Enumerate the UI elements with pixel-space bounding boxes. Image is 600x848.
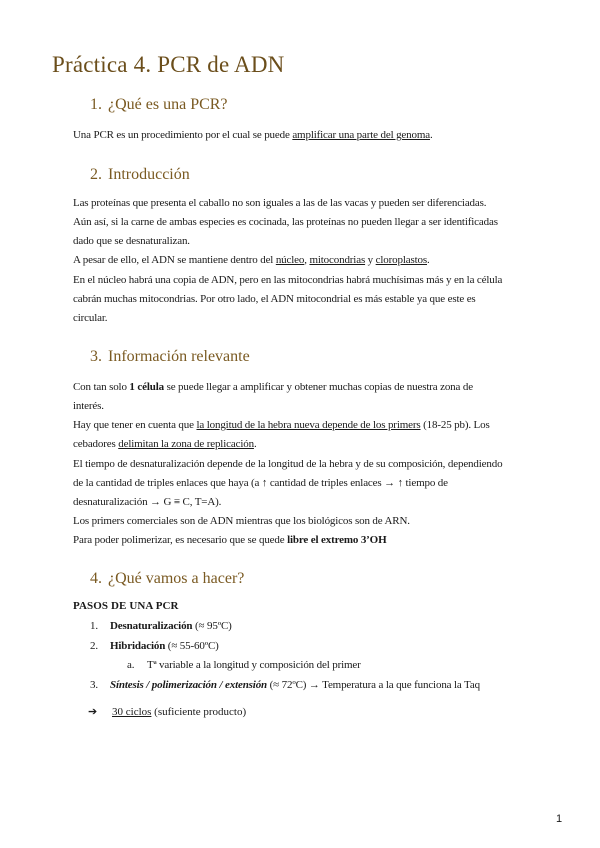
section-4-number: 4. bbox=[90, 570, 102, 587]
section-1-heading bbox=[90, 96, 228, 114]
bold-text: Desnaturalización bbox=[110, 620, 193, 632]
section-2-line-1: Las proteínas que presenta el caballo no son iguales a las de las vacas y pueden ser diferenciadas. bbox=[73, 197, 487, 209]
cycles-note bbox=[88, 705, 246, 718]
page-number: 1 bbox=[556, 813, 563, 825]
section-2-line-2: Aún así, si la carne de ambas especies es cocinada, las proteínas no pueden llegar a ser identificadas bbox=[73, 216, 498, 228]
text: y bbox=[365, 254, 376, 266]
text: (≈ 72ºC) → Temperatura a la que funciona la Taq bbox=[267, 679, 480, 691]
underlined-text: 30 ciclos bbox=[112, 706, 152, 718]
section-4-title: ¿Qué vamos a hacer? bbox=[108, 570, 245, 587]
bold-text: Hibridación bbox=[110, 640, 166, 652]
list-number: 2. bbox=[90, 640, 98, 652]
text: . bbox=[253, 438, 257, 450]
text: Hay que tener en cuenta que bbox=[73, 419, 197, 431]
text: (suficiente producto) bbox=[151, 706, 247, 718]
section-1-paragraph bbox=[73, 126, 543, 145]
section-3-line-1 bbox=[73, 378, 543, 397]
underlined-text: cloroplastos bbox=[375, 254, 427, 266]
text: . bbox=[427, 254, 430, 266]
text: Con tan solo bbox=[73, 381, 130, 393]
bold-text: libre el extremo 3’OH bbox=[287, 534, 387, 546]
steps-title: PASOS DE UNA PCR bbox=[73, 600, 179, 612]
page-title: Práctica 4. PCR de ADN bbox=[52, 52, 285, 77]
bold-italic-text: Síntesis / polimerización / extensión bbox=[110, 679, 268, 691]
section-4-heading bbox=[90, 570, 244, 588]
arrow-icon: ➔ bbox=[88, 706, 98, 718]
text: cebadores bbox=[73, 438, 119, 450]
step-2a bbox=[127, 656, 361, 675]
section-2-title: Introducción bbox=[108, 166, 190, 183]
section-3-heading bbox=[90, 348, 250, 366]
text: A pesar de ello, el ADN se mantiene dentro del bbox=[73, 254, 276, 266]
section-2-line-6: cabrán muchas mitocondrias. Por otro lado, el ADN mitocondrial es más estable ya que este es bbox=[73, 293, 476, 305]
section-3-line-3 bbox=[73, 416, 543, 435]
list-number: 3. bbox=[90, 679, 98, 691]
section-1-number: 1. bbox=[90, 96, 102, 113]
section-2-line-3: dado que se desnaturalizan. bbox=[73, 235, 190, 247]
section-3-title: Información relevante bbox=[108, 348, 250, 365]
step-1 bbox=[90, 617, 232, 636]
section-3-line-4 bbox=[73, 435, 543, 454]
section-2-line-7: circular. bbox=[73, 312, 108, 324]
section-3-line-9 bbox=[73, 531, 543, 550]
underlined-text: mitocondrias bbox=[309, 254, 366, 266]
section-3-line-7: desnaturalización → G ≡ C, T=A). bbox=[73, 496, 222, 508]
section-3-line-8: Los primers comerciales son de ADN mientras que los biológicos son de ARN. bbox=[73, 515, 410, 527]
text: se puede llegar a amplificar y obtener muchas copias de nuestra zona de bbox=[163, 381, 473, 393]
section-1-title: ¿Qué es una PCR? bbox=[108, 96, 228, 113]
list-number: 1. bbox=[90, 620, 98, 632]
step-3 bbox=[90, 676, 480, 695]
text: (≈ 95ºC) bbox=[192, 620, 232, 632]
text: Para poder polimerizar, es necesario que se quede bbox=[73, 534, 288, 546]
underlined-text: amplificar una parte del genoma bbox=[292, 129, 431, 141]
text: , bbox=[304, 254, 310, 266]
step-2 bbox=[90, 637, 219, 656]
text: Una PCR es un procedimiento por el cual se puede bbox=[73, 129, 293, 141]
underlined-text: núcleo bbox=[275, 254, 305, 266]
section-3-line-2: interés. bbox=[73, 400, 104, 412]
text: Tª variable a la longitud y composición del primer bbox=[147, 659, 361, 671]
text: (18-25 pb). Los bbox=[420, 419, 490, 431]
underlined-text: la longitud de la hebra nueva depende de los primers bbox=[196, 419, 421, 431]
text: (≈ 55-60ºC) bbox=[165, 640, 219, 652]
section-3-number: 3. bbox=[90, 348, 102, 365]
list-letter: a. bbox=[127, 659, 135, 671]
section-2-line-5: En el núcleo habrá una copia de ADN, pero en las mitocondrias habrá muchísimas más y en la célula bbox=[73, 274, 503, 286]
section-3-line-6: de la cantidad de triples enlaces que haya (a ↑ cantidad de triples enlaces → ↑ tiempo de bbox=[73, 477, 448, 489]
section-3-line-5: El tiempo de desnaturalización depende de la longitud de la hebra y de su composición, dependiendo bbox=[73, 458, 503, 470]
bold-text: 1 célula bbox=[129, 381, 164, 393]
underlined-text: delimitan la zona de replicación bbox=[118, 438, 254, 450]
section-2-heading bbox=[90, 166, 190, 184]
section-2-number: 2. bbox=[90, 166, 102, 183]
section-2-line-4 bbox=[73, 251, 543, 270]
text: . bbox=[430, 129, 433, 141]
